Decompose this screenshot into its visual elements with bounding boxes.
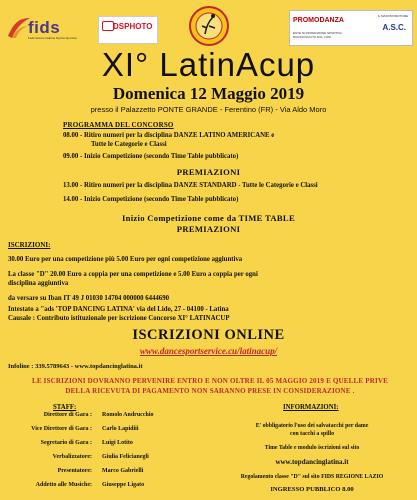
infoline: Infoline : 339.5789643 - www.topdancinglatina.it: [8, 363, 143, 370]
premiazioni-heading-1: PREMIAZIONI: [176, 167, 241, 177]
fids-logo: [6, 16, 76, 42]
causale-line: Causale : Contributo istituzionale per iscrizione Concorso XI° LATINACUP: [8, 315, 230, 322]
promodanza-asc-logo: [289, 10, 413, 46]
staff-row: [0, 412, 200, 426]
event-date: Domenica 12 Maggio 2019: [112, 84, 305, 103]
asc-tagline: IL MAXIPROMOTORE: [377, 14, 408, 18]
dsphoto-wordmark: DSPHOTO: [113, 22, 153, 31]
promo-small-text: ENTE DI PROMOZIONE SPORTIVA RICONOSCIUTO DAL CONI: [293, 31, 342, 39]
standard-line-2: 14.00 - Inizio Competizione (secondo Time Table pubblicato): [63, 196, 239, 203]
staff-row: [0, 468, 200, 482]
staff-name: Carlo Lapidiii: [102, 426, 139, 432]
staff-role: Presentatore:: [57, 468, 92, 474]
programma-line-1: 08.00 - Ritiro numeri per la disciplina DANZE LATINO AMERICANE e: [63, 132, 275, 139]
iscrizioni-online-heading: ISCRIZIONI ONLINE: [132, 327, 285, 343]
staff-name: Giulia Felicianegli: [102, 454, 149, 460]
staff-row: [0, 482, 200, 496]
top-dancing-seal-icon: [189, 6, 229, 46]
registration-link[interactable]: www.dancesportservice.cu/latinacup/: [139, 346, 278, 356]
deadline-warning: LE ISCRIZIONI DOVRANNO PERVENIRE ENTRO E NON OLTRE IL 05 MAGGIO 2019 E QUELLE PRIVE DELLA RICEVUTA DI PAGAMENTO NON SARANNO PRESE IN CONSIDERAZIONE .: [31, 377, 389, 395]
dsphoto-logo: [98, 16, 158, 44]
logo-bar: [0, 6, 417, 48]
staff-role: Direttore di Gara :: [43, 412, 92, 418]
event-title: XI° LatinAcup: [101, 46, 316, 83]
staff-row: [0, 440, 200, 454]
info-line-2: con tacchi a spillo: [290, 431, 334, 437]
fids-wordmark: fids: [28, 18, 61, 37]
intestato-line: Intestato a "ads 'TOP DANCING LATINA' via del Lido, 27 - 04100 - Latina: [8, 306, 229, 313]
info-line-6: INGRESSO PUBBLICO 8.00: [270, 486, 354, 493]
standard-line-1: 13.00 - Ritiro numeri per la disciplina DANZE STANDARD - Tutte le Categorie e Classi: [63, 182, 318, 189]
event-venue: presso il Palazzetto PONTE GRANDE - Ferentino (FR) - Via Aldo Moro: [90, 105, 327, 114]
staff-role: Segretario di Gara :: [40, 440, 92, 446]
info-line-3: Time Table e modulo iscrizioni sul sito: [264, 445, 360, 451]
asc-wordmark: A.S.C.: [382, 23, 406, 32]
informazioni-heading: INFORMAZIONI:: [283, 404, 339, 411]
staff-row: [0, 426, 200, 440]
staff-name: Luigi Lotito: [102, 440, 133, 446]
staff-role: Vice Direttore di Gara :: [31, 426, 92, 432]
staff-name: Marco Gabrielli: [102, 468, 144, 474]
staff-name: Romolo Andrucchio: [102, 412, 154, 418]
price-line-1: 30.00 Euro per una competizione più 5.00 Euro per ogni competizione aggiuntiva: [8, 256, 243, 263]
promodanza-wordmark: PROMODANZA: [293, 17, 344, 24]
staff-name: Giuseppe Ligato: [102, 482, 145, 488]
price-line-2b: disciplina aggiuntiva: [8, 280, 69, 287]
timetable-line: Inizio Competizione come da TIME TABLE: [121, 213, 295, 223]
staff-row: [0, 454, 200, 468]
staff-role: Addetto alle Musiche:: [35, 482, 92, 488]
iscrizioni-heading: ISCRIZIONI:: [8, 241, 51, 249]
programma-line-2: 09.00 - Inizio Competizione (secondo Time Table pubblicato): [63, 153, 239, 160]
info-line-1: E' obbligatorio l'uso dei salvatacchi per dame: [255, 423, 369, 429]
iban-line: da versare su Iban IT 49 J 01030 14704 000000 6444690: [8, 295, 170, 302]
programma-heading: PROGRAMMA DEL CONCORSO: [63, 121, 174, 129]
premiazioni-heading-2: PREMIAZIONI: [176, 224, 241, 234]
programma-line-1b: Tutte le Categorie e Classi: [91, 141, 167, 148]
staff-heading: STAFF:: [53, 404, 77, 411]
fids-subtitle: Federazione Italiana Danza Sportiva: [28, 36, 77, 40]
info-website-link[interactable]: www.topdancinglatina.it: [275, 458, 349, 466]
price-line-2a: La classe "D" 20.00 Euro a coppia per una competizione e 5.00 Euro a coppia per ogni: [8, 271, 258, 278]
staff-role: Verbalizzatore:: [52, 454, 92, 460]
info-line-5: Regolamento classe "D" sul sito FIDS REGIONE LAZIO: [240, 474, 384, 480]
